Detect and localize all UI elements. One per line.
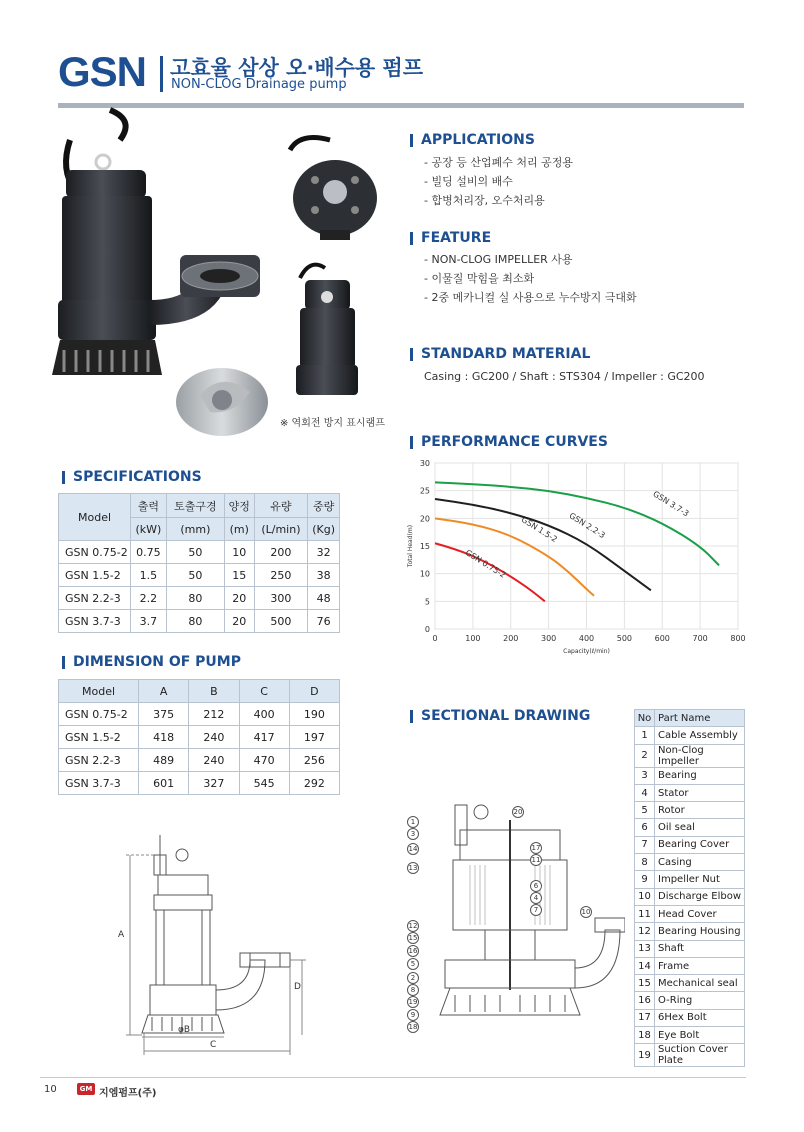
dim-cell: 418 [139, 726, 189, 749]
table-row [59, 726, 340, 749]
dim-cell: 197 [289, 726, 339, 749]
spec-cell: 250 [254, 564, 308, 587]
spec-cell: 20 [224, 587, 254, 610]
y-tick-label: 20 [419, 514, 430, 524]
part-number: 9 [635, 871, 655, 888]
part-number: 19 [635, 1044, 655, 1067]
dim-cell: 256 [289, 749, 339, 772]
parts-table [634, 709, 745, 1067]
photo-note: ※ 역회전 방지 표시램프 [280, 418, 385, 429]
callout-number: 16 [408, 947, 418, 955]
part-number: 17 [635, 1009, 655, 1026]
part-name: Eye Bolt [655, 1027, 745, 1044]
part-number: 12 [635, 923, 655, 940]
part-name: Bearing Cover [655, 836, 745, 853]
material-text: Casing : GC200 / Shaft : STS304 / Impeller : GC200 [424, 370, 705, 383]
part-name: Bearing Housing [655, 923, 745, 940]
y-tick-label: 30 [419, 459, 430, 468]
dim-header: Model [59, 680, 139, 703]
callout-number: 14 [408, 845, 418, 853]
parts-row [635, 819, 745, 836]
spec-header: 출력 [131, 494, 167, 518]
series-label: GSN 2.2-3 [567, 511, 607, 541]
callout-number: 6 [530, 880, 542, 892]
spec-cell: 10 [224, 541, 254, 564]
series-label: GSN 1.5-2 [519, 514, 559, 545]
part-name: Stator [655, 784, 745, 801]
part-number: 4 [635, 784, 655, 801]
spec-cell: 500 [254, 610, 308, 633]
spec-unit: (L/min) [254, 518, 308, 541]
dim-header: A [139, 680, 189, 703]
dimension-table [58, 679, 340, 795]
parts-row [635, 1044, 745, 1067]
part-name: Frame [655, 957, 745, 974]
parts-row [635, 784, 745, 801]
spec-unit: (Kg) [308, 518, 340, 541]
dim-model: GSN 3.7-3 [59, 772, 139, 795]
dim-header: C [239, 680, 289, 703]
dim-cell: 601 [139, 772, 189, 795]
part-name: Impeller Nut [655, 871, 745, 888]
feature-item: - 이물질 막힘을 최소화 [424, 272, 535, 285]
dim-cell: 470 [239, 749, 289, 772]
part-name: Bearing [655, 767, 745, 784]
x-tick-label: 300 [540, 634, 557, 643]
parts-row [635, 888, 745, 905]
dim-label-d: D [294, 982, 301, 992]
table-row [59, 610, 340, 633]
applications-list [424, 153, 573, 210]
x-tick-label: 800 [730, 634, 746, 643]
x-axis-label: Capacity(ℓ/min) [563, 648, 610, 655]
dim-label-c: C [210, 1040, 217, 1050]
application-item: - 공장 등 산업폐수 처리 공정용 [424, 156, 573, 169]
part-number: 15 [635, 975, 655, 992]
company-name: 지엠펌프(주) [99, 1088, 157, 1099]
part-number: 16 [635, 992, 655, 1009]
page-number: 10 [44, 1084, 57, 1095]
company-logo: GM [77, 1083, 95, 1095]
part-number: 13 [635, 940, 655, 957]
series-label: GSN 0.75-2 [463, 548, 508, 580]
pump-side-view-photo [296, 265, 358, 395]
part-number: 2 [635, 744, 655, 767]
spec-model: GSN 1.5-2 [59, 564, 131, 587]
spec-cell: 50 [166, 564, 224, 587]
x-tick-label: 700 [692, 634, 708, 643]
table-row [59, 749, 340, 772]
spec-unit: (mm) [166, 518, 224, 541]
spec-cell: 0.75 [131, 541, 167, 564]
part-number: 11 [635, 905, 655, 922]
dim-cell: 375 [139, 703, 189, 726]
callout-number: 18 [408, 1023, 418, 1031]
y-tick-label: 10 [419, 569, 430, 579]
callout-number: 19 [408, 998, 418, 1006]
parts-row [635, 744, 745, 767]
spec-cell: 80 [166, 587, 224, 610]
spec-cell: 48 [308, 587, 340, 610]
part-name: 6Hex Bolt [655, 1009, 745, 1026]
part-number: 3 [635, 767, 655, 784]
sectional-drawing [425, 790, 625, 1035]
series-label: GSN 3.7-3 [651, 489, 691, 519]
part-name: Suction Cover Plate [655, 1044, 745, 1067]
callout-number: 20 [513, 808, 523, 816]
callout-number: 9 [407, 1009, 419, 1021]
table-row [59, 541, 340, 564]
parts-row [635, 992, 745, 1009]
x-tick-label: 400 [578, 634, 595, 643]
spec-cell: 50 [166, 541, 224, 564]
x-tick-label: 600 [654, 634, 670, 643]
part-name: Discharge Elbow [655, 888, 745, 905]
dim-header: B [189, 680, 239, 703]
parts-row [635, 1027, 745, 1044]
y-tick-label: 25 [419, 486, 430, 496]
table-row [59, 772, 340, 795]
parts-row [635, 802, 745, 819]
parts-row [635, 727, 745, 744]
spec-model: GSN 2.2-3 [59, 587, 131, 610]
callout-number: 4 [530, 892, 542, 904]
part-name: O-Ring [655, 992, 745, 1009]
parts-row [635, 957, 745, 974]
parts-row [635, 940, 745, 957]
impeller-photo [176, 368, 268, 436]
spec-header: 유량 [254, 494, 308, 518]
table-row [59, 564, 340, 587]
feature-item: - NON-CLOG IMPELLER 사용 [424, 253, 573, 266]
pump-top-view-photo [290, 138, 377, 240]
title-korean: 고효율 삼상 오·배수용 펌프 [170, 56, 424, 80]
part-number: 7 [635, 836, 655, 853]
parts-row [635, 871, 745, 888]
specifications-title: SPECIFICATIONS [62, 469, 202, 485]
title-english: NON-CLOG Drainage pump [171, 77, 347, 92]
footer-rule [40, 1077, 746, 1078]
y-tick-label: 0 [424, 625, 430, 634]
part-number: 18 [635, 1027, 655, 1044]
dim-header: D [289, 680, 339, 703]
spec-unit: (m) [224, 518, 254, 541]
spec-model: GSN 3.7-3 [59, 610, 131, 633]
dim-cell: 190 [289, 703, 339, 726]
y-tick-label: 15 [419, 542, 430, 551]
spec-cell: 3.7 [131, 610, 167, 633]
spec-cell: 15 [224, 564, 254, 587]
application-item: - 빌딩 설비의 배수 [424, 175, 513, 188]
parts-row [635, 975, 745, 992]
x-tick-label: 100 [465, 634, 481, 643]
callout-number: 8 [407, 984, 419, 996]
dimension-drawing [100, 825, 330, 1065]
y-tick-label: 5 [424, 597, 430, 607]
part-name: Shaft [655, 940, 745, 957]
dim-cell: 240 [189, 749, 239, 772]
material-title: STANDARD MATERIAL [410, 346, 590, 362]
spec-unit: (kW) [131, 518, 167, 541]
table-row [59, 587, 340, 610]
spec-cell: 38 [308, 564, 340, 587]
spec-cell: 1.5 [131, 564, 167, 587]
performance-chart [400, 455, 750, 665]
feature-list [424, 250, 637, 307]
spec-cell: 80 [166, 610, 224, 633]
callout-number: 13 [408, 864, 418, 872]
dim-cell: 212 [189, 703, 239, 726]
part-name: Cable Assembly [655, 727, 745, 744]
part-name: Rotor [655, 802, 745, 819]
dim-cell: 545 [239, 772, 289, 795]
spec-cell: 76 [308, 610, 340, 633]
parts-row [635, 767, 745, 784]
callout-number: 12 [408, 922, 418, 930]
dim-cell: 489 [139, 749, 189, 772]
spec-cell: 32 [308, 541, 340, 564]
callout-number: 15 [408, 934, 418, 942]
dim-model: GSN 1.5-2 [59, 726, 139, 749]
part-name: Head Cover [655, 905, 745, 922]
parts-row [635, 854, 745, 871]
x-tick-label: 500 [616, 634, 633, 643]
performance-title: PERFORMANCE CURVES [410, 434, 608, 450]
x-tick-label: 0 [432, 634, 438, 643]
part-name: Casing [655, 854, 745, 871]
spec-header: 토출구경 [166, 494, 224, 518]
dim-cell: 400 [239, 703, 289, 726]
parts-header-no: No [635, 710, 655, 727]
dim-cell: 240 [189, 726, 239, 749]
application-item: - 합병처리장, 오수처리용 [424, 194, 545, 207]
part-number: 5 [635, 802, 655, 819]
part-name: Mechanical seal [655, 975, 745, 992]
callout-number: 10 [581, 908, 591, 916]
callout-number: 11 [531, 856, 541, 864]
callout-number: 2 [407, 972, 419, 984]
callout-number: 7 [530, 904, 542, 916]
series-code: GSN [58, 48, 147, 95]
callout-number: 1 [407, 816, 419, 828]
spec-model: GSN 0.75-2 [59, 541, 131, 564]
part-number: 10 [635, 888, 655, 905]
dimension-title: DIMENSION OF PUMP [62, 654, 241, 670]
parts-header-name: Part Name [655, 710, 745, 727]
y-axis-label: Total Head(m) [407, 524, 414, 568]
part-name: Oil seal [655, 819, 745, 836]
main-pump-photo [52, 110, 260, 375]
dim-model: GSN 0.75-2 [59, 703, 139, 726]
dim-cell: 417 [239, 726, 289, 749]
parts-row [635, 836, 745, 853]
dim-cell: 292 [289, 772, 339, 795]
feature-title: FEATURE [410, 230, 491, 246]
part-number: 8 [635, 854, 655, 871]
part-number: 14 [635, 957, 655, 974]
part-number: 6 [635, 819, 655, 836]
spec-cell: 300 [254, 587, 308, 610]
spec-cell: 20 [224, 610, 254, 633]
dim-label-b: φB [178, 1025, 191, 1035]
callout-number: 3 [407, 828, 419, 840]
spec-header-model: Model [59, 494, 131, 541]
part-name: Non-Clog Impeller [655, 744, 745, 767]
applications-title: APPLICATIONS [410, 132, 535, 148]
spec-header: 양정 [224, 494, 254, 518]
parts-row [635, 905, 745, 922]
x-tick-label: 200 [503, 634, 519, 643]
spec-cell: 200 [254, 541, 308, 564]
sectional-title: SECTIONAL DRAWING [410, 708, 590, 724]
callout-number: 17 [531, 844, 541, 852]
dim-cell: 327 [189, 772, 239, 795]
dim-model: GSN 2.2-3 [59, 749, 139, 772]
spec-header: 중량 [308, 494, 340, 518]
spec-cell: 2.2 [131, 587, 167, 610]
parts-row [635, 1009, 745, 1026]
part-number: 1 [635, 727, 655, 744]
table-row [59, 703, 340, 726]
parts-row [635, 923, 745, 940]
callout-number: 5 [407, 958, 419, 970]
feature-item: - 2중 메카니컬 실 사용으로 누수방지 극대화 [424, 291, 637, 304]
dim-label-a: A [118, 930, 125, 940]
specifications-table [58, 493, 340, 633]
